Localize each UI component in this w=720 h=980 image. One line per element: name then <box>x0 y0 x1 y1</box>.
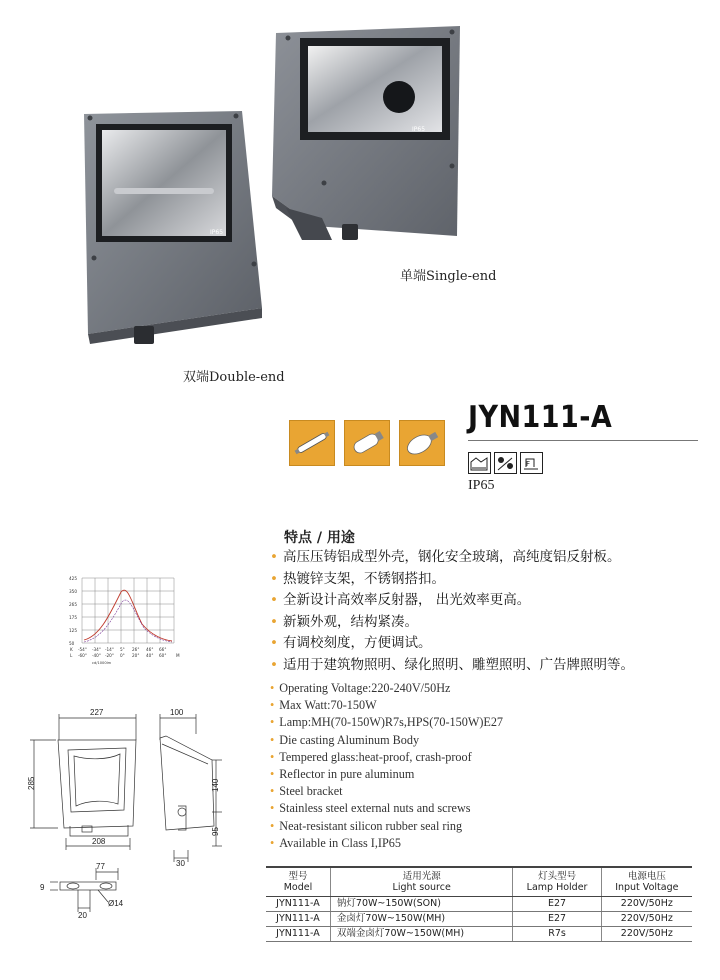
spec-item: • Steel bracket <box>270 783 503 800</box>
double-end-caption: 双端Double-end <box>183 370 285 385</box>
x-tick-l: -20° <box>105 653 114 658</box>
spec-item: • Available in Class I,IP65 <box>270 835 503 852</box>
dim-front-width-bottom: 208 <box>92 837 106 846</box>
x-tick-l: -60° <box>78 653 87 658</box>
unit-label: M <box>176 653 180 658</box>
feature-item: • 热镀锌支架，不锈钢搭扣。 <box>270 569 634 591</box>
single-end-floodlight-photo <box>262 18 467 250</box>
side-dimension-drawing <box>152 704 228 868</box>
header-input-voltage: 电源电压 Input Voltage <box>601 867 692 897</box>
cell-light-source: 钠灯70W~150W(SON) <box>330 897 513 912</box>
header-light-source: 适用光源 Light source <box>330 867 513 897</box>
y-tick: 125 <box>69 628 77 633</box>
y-tick: 265 <box>69 602 77 607</box>
double-end-floodlight-photo <box>74 108 274 348</box>
cell-model: JYN111-A <box>266 927 330 942</box>
x-tick-k: 26° <box>132 647 140 652</box>
dim-side-h2: 95 <box>211 827 220 836</box>
spec-item: • Lamp:MH(70-150W)R7s,HPS(70-150W)E27 <box>270 714 503 731</box>
cell-input-voltage: 220V/50Hz <box>601 927 692 942</box>
front-dimension-drawing <box>18 704 158 856</box>
dim-side-bottom: 30 <box>176 859 185 868</box>
certification-icons <box>468 452 544 478</box>
cell-model: JYN111-A <box>266 912 330 927</box>
cell-lamp-holder: E27 <box>513 912 601 927</box>
model-title: JYN111-A <box>468 400 613 435</box>
feature-item: • 高压压铸铝成型外壳，钢化安全玻璃，高纯度铝反射板。 <box>270 547 634 569</box>
dim-bracket-offset: 20 <box>78 911 87 918</box>
header-lamp-holder: 灯头型号 Lamp Holder <box>513 867 601 897</box>
ip-rain-icon <box>495 453 517 474</box>
features-title: 特点 / 用途 <box>284 530 355 546</box>
spec-item: • Stainless steel external nuts and screws <box>270 800 503 817</box>
dim-bracket-length: 77 <box>96 862 105 871</box>
x-tick-k: -34° <box>92 647 101 652</box>
table-row <box>266 912 692 927</box>
x-tick-l: 20° <box>132 653 140 658</box>
header-model: 型号 Model <box>266 867 330 897</box>
cell-input-voltage: 220V/50Hz <box>601 897 692 912</box>
single-end-caption: 单端Single-end <box>400 269 497 284</box>
feature-item: • 新颖外观，结构紧凑。 <box>270 612 634 634</box>
tubular-lamp-icon <box>344 420 390 466</box>
title-divider <box>468 440 698 441</box>
x-tick-l: 60° <box>159 653 167 658</box>
row-k-label: K <box>70 647 73 652</box>
x-tick-k: 5° <box>120 647 125 652</box>
table-header-row <box>266 867 692 897</box>
feature-item: • 有调校刻度，方便调试。 <box>270 633 634 655</box>
spec-item: • Operating Voltage:220-240V/50Hz <box>270 680 503 697</box>
feature-item: • 适用于建筑物照明、绿化照明、雕塑照明、广告牌照明等。 <box>270 655 634 677</box>
x-tick-k: -14° <box>105 647 114 652</box>
x-tick-k: -54° <box>78 647 87 652</box>
luminaire-class-icon <box>469 453 491 474</box>
svg-text:IP65: IP65 <box>412 126 426 133</box>
flammable-surface-icon <box>521 453 543 474</box>
spec-item: • Max Watt:70-150W <box>270 697 503 714</box>
cell-light-source: 双端金卤灯70W~150W(MH) <box>330 927 513 942</box>
cell-model: JYN111-A <box>266 897 330 912</box>
cell-input-voltage: 220V/50Hz <box>601 912 692 927</box>
dim-bracket-thickness: 9 <box>40 883 45 892</box>
x-tick-l: 40° <box>146 653 154 658</box>
spec-item: • Reflector in pure aluminum <box>270 766 503 783</box>
spec-item: • Tempered glass:heat-proof, crash-proof <box>270 749 503 766</box>
table-row <box>266 897 692 912</box>
x-tick-k: 66° <box>159 647 167 652</box>
svg-text:F: F <box>526 460 531 468</box>
dim-front-height: 285 <box>27 776 36 790</box>
ip-rating: IP65 <box>468 478 495 493</box>
specs-list <box>270 680 503 852</box>
spec-table <box>266 866 692 942</box>
x-tick-k: 46° <box>146 647 154 652</box>
y-tick: 175 <box>69 615 77 620</box>
bracket-dimension-drawing <box>36 860 146 918</box>
cell-lamp-holder: E27 <box>513 897 601 912</box>
spec-item: • Neat-resistant silicon rubber seal ring <box>270 818 503 835</box>
row-l-label: L <box>70 653 73 658</box>
spec-item: • Die casting Aluminum Body <box>270 732 503 749</box>
dim-side-h1: 140 <box>211 778 220 792</box>
y-tick: 425 <box>69 576 77 581</box>
cell-light-source: 金卤灯70W~150W(MH) <box>330 912 513 927</box>
table-row <box>266 927 692 942</box>
svg-text:IP65: IP65 <box>210 229 224 236</box>
dim-front-width-top: 227 <box>90 708 104 717</box>
photometric-diagram <box>66 574 186 666</box>
dim-hole-diameter: Ø14 <box>108 899 124 908</box>
elliptical-lamp-icon <box>399 420 445 466</box>
dim-side-depth: 100 <box>170 708 184 717</box>
x-tick-l: -40° <box>92 653 101 658</box>
feature-item: • 全新设计高效率反射器， 出光效率更高。 <box>270 590 634 612</box>
features-list <box>270 547 634 676</box>
y-tick: 50 <box>69 641 75 646</box>
cell-lamp-holder: R7s <box>513 927 601 942</box>
photometric-footnote: cd/1000lm <box>92 661 112 665</box>
double-ended-lamp-icon <box>289 420 335 466</box>
x-tick-l: 0° <box>120 653 125 658</box>
y-tick: 350 <box>69 589 77 594</box>
